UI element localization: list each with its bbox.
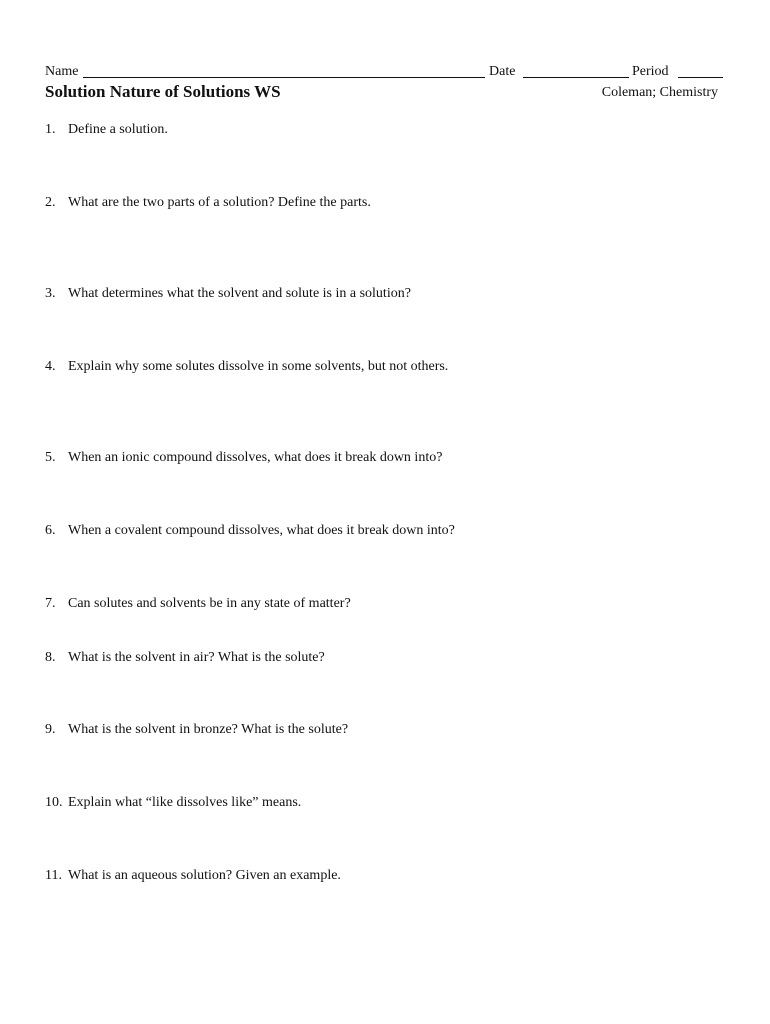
question-item: [45, 523, 455, 539]
question-number: 2.: [45, 195, 56, 210]
question-item: [45, 650, 325, 666]
date-label: Date: [489, 64, 516, 79]
question-number: 7.: [45, 596, 56, 611]
question-number: 6.: [45, 523, 56, 538]
question-text: What is the solvent in bronze? What is the solute?: [68, 722, 349, 737]
question-item: [45, 722, 348, 738]
question-item: [45, 795, 301, 811]
question-item: [45, 195, 371, 211]
worksheet-title: Solution Nature of Solutions WS: [45, 82, 281, 101]
question-item: [45, 596, 351, 612]
period-blank: [678, 64, 723, 78]
question-number: 11.: [45, 868, 62, 883]
question-text: What is an aqueous solution? Given an example.: [68, 868, 341, 883]
question-number: 8.: [45, 650, 56, 665]
question-item: [45, 359, 448, 375]
question-text: When an ionic compound dissolves, what does it break down into?: [68, 450, 443, 465]
question-text: Can solutes and solvents be in any state of matter?: [68, 596, 351, 611]
question-number: 1.: [45, 122, 56, 137]
question-number: 9.: [45, 722, 56, 737]
date-blank: [523, 64, 629, 78]
question-text: What is the solvent in air? What is the solute?: [68, 650, 325, 665]
header-fields: [45, 64, 725, 82]
question-number: 10.: [45, 795, 63, 810]
name-label: Name: [45, 64, 79, 79]
name-blank: [83, 64, 485, 78]
question-number: 5.: [45, 450, 56, 465]
question-item: [45, 450, 442, 466]
question-text: What are the two parts of a solution? Define the parts.: [68, 195, 371, 210]
question-item: [45, 122, 168, 138]
question-text: Define a solution.: [68, 122, 168, 137]
question-text: Explain why some solutes dissolve in some solvents, but not others.: [68, 359, 449, 374]
question-number: 3.: [45, 286, 56, 301]
question-item: [45, 286, 411, 302]
course-label: Coleman; Chemistry: [601, 85, 718, 100]
question-text: Explain what “like dissolves like” means.: [68, 795, 302, 810]
question-text: When a covalent compound dissolves, what does it break down into?: [68, 523, 455, 538]
question-number: 4.: [45, 359, 56, 374]
question-item: [45, 868, 341, 884]
question-text: What determines what the solvent and solute is in a solution?: [68, 286, 411, 301]
period-label: Period: [632, 64, 669, 79]
